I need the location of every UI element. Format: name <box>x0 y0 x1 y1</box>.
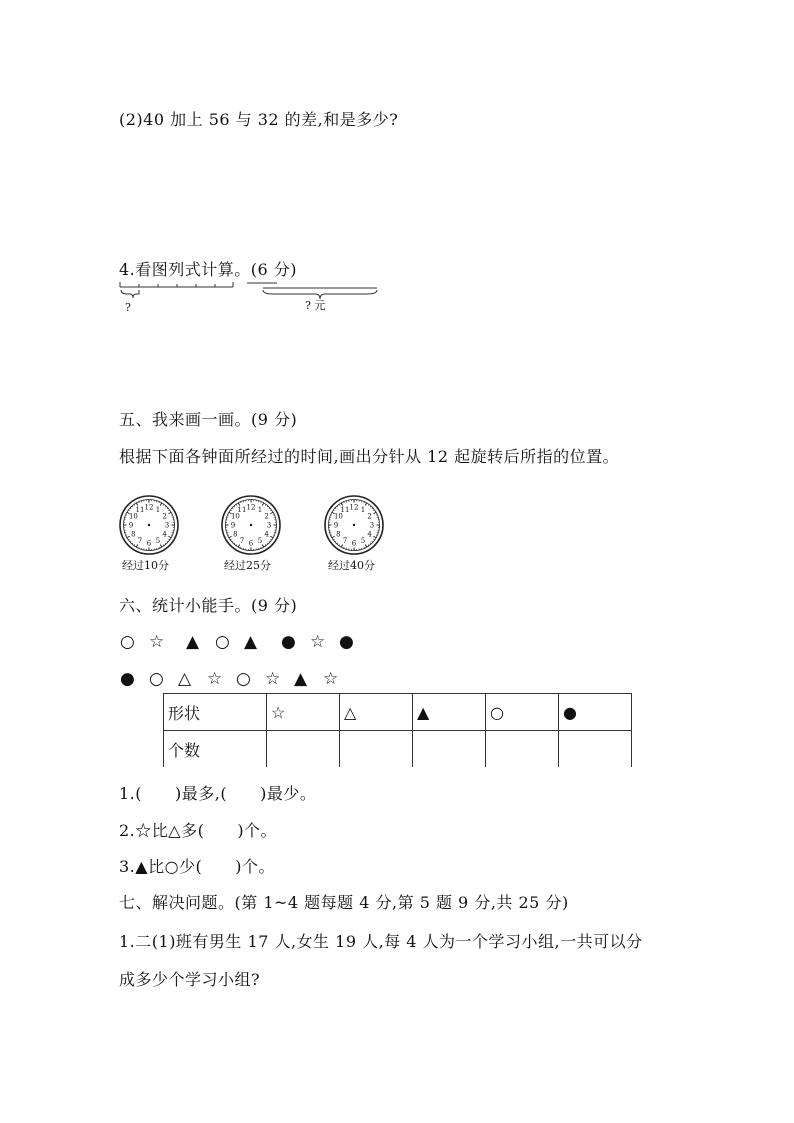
clock-number: 1 <box>360 506 366 515</box>
clock-number: 4 <box>367 530 372 539</box>
clock-number: 3 <box>164 521 170 530</box>
clock-center-dot <box>148 524 150 526</box>
shape-symbol: △ <box>178 669 192 689</box>
question-4-title: 4.看图列式计算。(6 分) <box>119 260 298 279</box>
section-6-question-2: 2.☆比△多( )个。 <box>119 821 278 840</box>
statistics-table <box>163 693 632 767</box>
clock-number: 9 <box>230 521 236 530</box>
section-7-title: 七、解决问题。(第 1~4 题每题 4 分,第 5 题 9 分,共 25 分) <box>119 893 569 912</box>
clock-face[interactable] <box>221 495 281 555</box>
clock-label: 经过25分 <box>224 559 271 572</box>
row-header-shape: 形状 <box>164 694 267 731</box>
shape-symbol: ○ <box>120 632 135 652</box>
shape-symbol: ☆ <box>207 669 223 689</box>
count-answer-cell[interactable] <box>486 731 559 768</box>
clock-number: 6 <box>248 539 254 548</box>
shape-symbol: ○ <box>149 669 164 689</box>
clock-number: 7 <box>137 537 143 546</box>
shape-symbol: ● <box>281 632 296 652</box>
clock-number: 9 <box>128 521 134 530</box>
clock-number: 9 <box>333 521 339 530</box>
clock-number: 11 <box>135 506 145 515</box>
shape-symbol: ● <box>120 669 135 689</box>
clock-number: 10 <box>333 512 343 521</box>
clock-number: 5 <box>155 537 161 546</box>
clock-number: 2 <box>162 512 167 521</box>
section-5-instruction: 根据下面各钟面所经过的时间,画出分针从 12 起旋转后所指的位置。 <box>119 447 620 466</box>
clock-number: 6 <box>351 539 357 548</box>
shape-row-2 <box>120 669 352 689</box>
table-cell-shape: ○ <box>486 694 559 731</box>
table-cell-shape: △ <box>340 694 413 731</box>
clock-number: 10 <box>128 512 138 521</box>
left-brace <box>121 290 139 298</box>
section-6-title: 六、统计小能手。(9 分) <box>119 596 298 615</box>
clock-number: 12 <box>349 503 359 512</box>
count-answer-cell[interactable] <box>267 731 340 768</box>
clock-number: 12 <box>246 503 256 512</box>
section-7-question-1-line-1: 1.二(1)班有男生 17 人,女生 19 人,每 4 人为一个学习小组,一共可以分 <box>119 932 643 951</box>
clock-face[interactable] <box>324 495 384 555</box>
shape-symbol: ○ <box>236 669 251 689</box>
shape-symbol: ☆ <box>323 669 339 689</box>
clock-number: 5 <box>257 537 263 546</box>
clock-number: 7 <box>342 537 348 546</box>
table-row <box>164 694 632 731</box>
clock-number: 6 <box>146 539 152 548</box>
clock-number: 5 <box>360 537 366 546</box>
section-6-question-3: 3.▲比○少( )个。 <box>119 857 276 876</box>
shape-row-1 <box>120 632 368 652</box>
clock-number: 1 <box>257 506 263 515</box>
clock-number: 2 <box>367 512 372 521</box>
clock-number: 12 <box>144 503 154 512</box>
shape-symbol: ☆ <box>149 632 165 652</box>
section-5-title: 五、我来画一画。(9 分) <box>119 410 298 429</box>
right-brace <box>263 290 377 299</box>
clock-number: 1 <box>155 506 161 515</box>
row-header-count: 个数 <box>164 731 267 768</box>
table-cell-shape: ● <box>559 694 632 731</box>
clock-label: 经过10分 <box>122 559 169 572</box>
clock-number: 4 <box>162 530 167 539</box>
count-answer-cell[interactable] <box>559 731 632 768</box>
shape-symbol: ☆ <box>310 632 326 652</box>
clock-number: 8 <box>233 530 238 539</box>
right-unknown-label: ? 元 <box>305 299 326 312</box>
section-7-question-1-line-2: 成多少个学习小组? <box>119 970 261 989</box>
clock-number: 8 <box>131 530 136 539</box>
clock-center-dot <box>353 524 355 526</box>
clock-label: 经过40分 <box>328 559 375 572</box>
clock-number: 7 <box>239 537 245 546</box>
clock-number: 3 <box>266 521 272 530</box>
clock-face[interactable] <box>119 495 179 555</box>
line-diagram <box>115 280 405 316</box>
clock-number: 2 <box>264 512 269 521</box>
clock-center-dot <box>250 524 252 526</box>
shape-symbol: ▲ <box>294 669 308 689</box>
clock-number: 11 <box>237 506 247 515</box>
clock-number: 8 <box>336 530 341 539</box>
table-cell-shape: ☆ <box>267 694 340 731</box>
left-unknown-label: ? <box>125 301 131 314</box>
clock-number: 4 <box>264 530 269 539</box>
clock-number: 10 <box>230 512 240 521</box>
section-6-question-1: 1.( )最多,( )最少。 <box>119 784 317 803</box>
shape-symbol: ▲ <box>186 632 200 652</box>
clock-number: 11 <box>340 506 350 515</box>
shape-symbol: ☆ <box>265 669 281 689</box>
count-answer-cell[interactable] <box>340 731 413 768</box>
shape-symbol: ▲ <box>244 632 258 652</box>
table-row <box>164 731 632 768</box>
question-3-2: (2)40 加上 56 与 32 的差,和是多少? <box>119 110 399 129</box>
shape-symbol: ○ <box>215 632 230 652</box>
shape-symbol: ● <box>339 632 354 652</box>
table-cell-shape: ▲ <box>413 694 486 731</box>
clock-number: 3 <box>369 521 375 530</box>
count-answer-cell[interactable] <box>413 731 486 768</box>
